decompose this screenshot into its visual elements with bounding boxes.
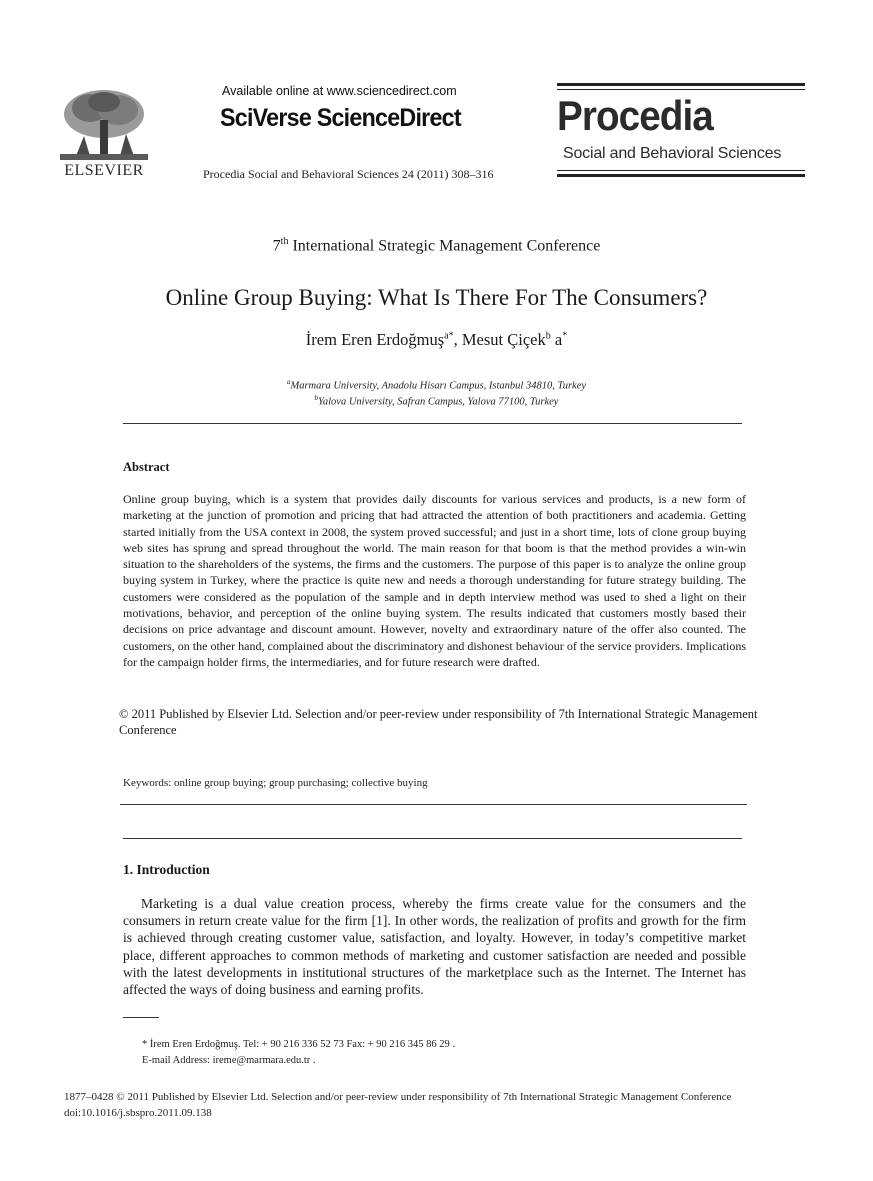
- journal-name: Procedia: [557, 92, 713, 139]
- journal-masthead: [557, 83, 805, 179]
- elsevier-logo: [56, 84, 152, 184]
- issn-line: 1877–0428 © 2011 Published by Elsevier Ltd. Selection and/or peer-review under responsibility of 7th International Strategic Management Conference: [64, 1091, 732, 1103]
- publisher-name: ELSEVIER: [64, 162, 144, 179]
- elsevier-tree-icon: [56, 84, 152, 164]
- footnote-email: E-mail Address: ireme@marmara.edu.tr .: [142, 1055, 316, 1066]
- author-list: İrem Eren Erdoğmuş$^{a*}$, Mesut Çiçek$^b$ a*: [305, 330, 568, 349]
- abstract-body: Online group buying, which is a system that provides daily discounts for various services and products, is a new form of marketing at the junction of promotion and pricing that had attracted the attention of both practitioners and academia. Getting started initially from the USA context in 2008, the system proved successful; and just in a short time, lots of clone group buying web sites has sprung and spread throughout the world. The main reason for that boom is that the method provides a win-win situation to the shareholders of the systems, the firms and the customers. The purpose of this paper is to analyze the online group buying system in Turkey, where the practice is quite new and needs a thorough understanding for future strategy building. The customers were considered as the population of the sample and in depth interview method was used to shed a light on their motivations, behavior, and perception of the online buying system. The results indicated that customers mostly based their decisions on price advantage and discount amount. However, novelty and extraordinary nature of the offer also counted. The customers, on the other hand, complained about the discriminatory and dishonest behaviour of the service providers. Implications for the campaign holder firms, the intermediaries, and for future research were drafted.: [123, 492, 746, 669]
- journal-subtitle: Social and Behavioral Sciences: [563, 145, 782, 162]
- section-heading: 1. Introduction: [123, 862, 210, 877]
- available-online-text: Available online at www.sciencedirect.com: [222, 84, 457, 98]
- masthead-bottom-rule-thin: [557, 170, 805, 171]
- sciencedirect-brand: SciVerse ScienceDirect: [220, 104, 461, 132]
- footnote-contact: * İrem Eren Erdoğmuş. Tel: + 90 216 336 52 73 Fax: + 90 216 345 86 29 .: [142, 1039, 456, 1050]
- doi-line: doi:10.1016/j.sbspro.2011.09.138: [64, 1107, 212, 1119]
- abstract-heading: Abstract: [123, 460, 170, 474]
- author-2: Mesut Çiçek: [461, 330, 546, 349]
- affiliation-a: $^a$Marmara University, Anadolu Hisarı Campus, Istanbul 34810, Turkey: [286, 378, 587, 392]
- journal-reference: Procedia Social and Behavioral Sciences 24 (2011) 308–316: [203, 167, 494, 181]
- divider: [123, 838, 742, 839]
- intro-paragraph: Marketing is a dual value creation process, whereby the firms create value for the consumers and the consumers in return create value for the firm [1]. In other words, the realization of profits and growth for the firm is achieved through creating customer value, satisfaction, and loyalty. However, in today’s competitive market place, different approaches to common methods of marketing and customer satisfaction are needed and possible with the latest developments in institutional structures of the marketplace such as the Internet. The Internet has affected the ways of doing business and earning profits.: [123, 896, 746, 998]
- divider: [120, 804, 747, 805]
- keywords: Keywords: online group buying; group purchasing; collective buying: [123, 777, 428, 789]
- divider: [123, 423, 742, 424]
- footnote-rule: [123, 1017, 159, 1018]
- masthead-bottom-rule: [557, 174, 805, 177]
- copyright-notice: © 2011 Published by Elsevier Ltd. Selection and/or peer-review under responsibility of 7th International Strategic Management Conference: [119, 707, 758, 737]
- author-1: İrem Eren Erdoğmuş: [305, 330, 445, 349]
- affiliation-b: $^b$Yalova University, Safran Campus, Yalova 77100, Turkey: [314, 394, 559, 408]
- masthead-top-rule-thin: [557, 89, 805, 90]
- masthead-top-rule: [557, 83, 805, 86]
- paper-title: Online Group Buying: What Is There For The Consumers?: [165, 285, 708, 310]
- conference-line: 7th International Strategic Management Conference: [272, 236, 601, 255]
